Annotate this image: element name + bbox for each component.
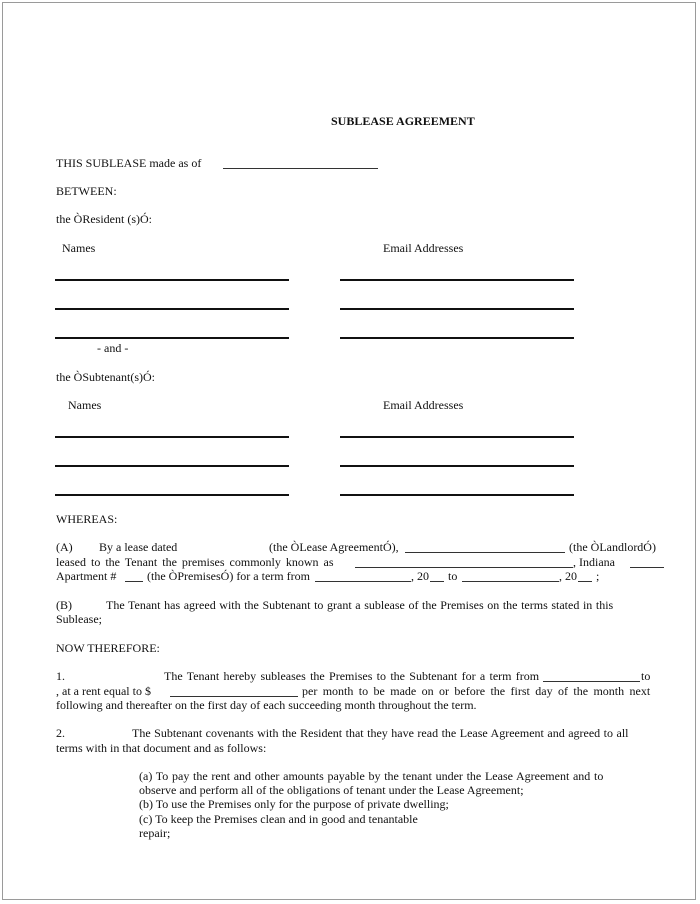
resident-email-line-1[interactable] bbox=[340, 279, 574, 281]
para-a-marker: (A) bbox=[56, 540, 73, 554]
made-as-of-label: THIS SUBLEASE made as of bbox=[56, 156, 202, 170]
term-to-year-blank[interactable] bbox=[578, 581, 592, 582]
landlord-blank[interactable] bbox=[405, 552, 565, 553]
resident-label: the ÒResident (s)Ó: bbox=[56, 212, 152, 226]
whereas-heading: WHEREAS: bbox=[56, 512, 118, 526]
subtenant-email-line-1[interactable] bbox=[340, 436, 574, 438]
para-b-marker: (B) bbox=[56, 598, 72, 612]
clause-1-number: 1. bbox=[56, 669, 65, 683]
item-c-line2: repair; bbox=[139, 826, 171, 840]
document-page bbox=[2, 2, 696, 900]
document-title: SUBLEASE AGREEMENT bbox=[331, 114, 475, 128]
resident-email-header: Email Addresses bbox=[383, 241, 464, 255]
para-a-line2: leased to the Tenant the premises commonly known as bbox=[56, 555, 334, 569]
item-b: (b) To use the Premises only for the purpose of private dwelling; bbox=[139, 797, 449, 811]
subtenant-label: the ÒSubtenant(s)Ó: bbox=[56, 370, 155, 384]
resident-email-line-3[interactable] bbox=[340, 337, 574, 339]
between-label: BETWEEN: bbox=[56, 184, 117, 198]
resident-name-line-2[interactable] bbox=[55, 308, 289, 310]
clause-1-to: to bbox=[641, 669, 651, 683]
para-a-landlord: (the ÒLandlordÓ) bbox=[569, 540, 656, 554]
term-from-year-blank[interactable] bbox=[430, 581, 444, 582]
premises-address-blank[interactable] bbox=[355, 567, 573, 568]
clause-1-line2: per month to be made on or before the first day of the month next bbox=[302, 684, 651, 698]
para-a-lease-dated: By a lease dated bbox=[99, 540, 178, 554]
para-a-lease-agreement: (the ÒLease AgreementÓ), bbox=[269, 540, 399, 554]
resident-names-header: Names bbox=[62, 241, 96, 255]
para-a-premises-term: (the ÒPremisesÓ) for a term from bbox=[147, 569, 310, 583]
subtenant-email-header: Email Addresses bbox=[383, 398, 464, 412]
sublease-from-blank[interactable] bbox=[543, 681, 640, 682]
date-blank[interactable] bbox=[223, 168, 378, 169]
para-a-year-1: , 20 bbox=[411, 569, 429, 583]
clause-2-line2: terms with in that document and as follows: bbox=[56, 741, 267, 755]
clause-1-line1: The Tenant hereby subleases the Premises to the Subtenant for a term from bbox=[164, 669, 540, 683]
clause-2-line1: The Subtenant covenants with the Resident that they have read the Lease Agreement and agreed to all bbox=[132, 726, 629, 740]
subtenant-name-line-1[interactable] bbox=[55, 436, 289, 438]
resident-name-line-1[interactable] bbox=[55, 279, 289, 281]
para-a-to: to bbox=[448, 569, 458, 583]
para-a-semicolon: ; bbox=[596, 569, 600, 583]
subtenant-names-header: Names bbox=[68, 398, 102, 412]
rent-amount-blank[interactable] bbox=[170, 696, 298, 697]
clause-1-rent: , at a rent equal to $ bbox=[56, 684, 151, 698]
now-therefore-heading: NOW THEREFORE: bbox=[56, 641, 160, 655]
subtenant-name-line-3[interactable] bbox=[55, 494, 289, 496]
resident-email-line-2[interactable] bbox=[340, 308, 574, 310]
item-a-line2: observe and perform all of the obligations of tenant under the Lease Agreement; bbox=[139, 783, 524, 797]
subtenant-name-line-2[interactable] bbox=[55, 465, 289, 467]
indiana-blank[interactable] bbox=[630, 567, 664, 568]
clause-1-line3: following and thereafter on the first day of each succeeding month throughout the term. bbox=[56, 698, 477, 712]
item-c-line1: (c) To keep the Premises clean and in good and tenantable bbox=[139, 812, 418, 826]
para-a-apartment: Apartment # bbox=[56, 569, 117, 583]
term-from-blank[interactable] bbox=[315, 581, 411, 582]
resident-name-line-3[interactable] bbox=[55, 337, 289, 339]
para-b-line2: Sublease; bbox=[56, 612, 102, 626]
item-a-line1: (a) To pay the rent and other amounts payable by the tenant under the Lease Agreement and to bbox=[139, 769, 604, 783]
subtenant-email-line-2[interactable] bbox=[340, 465, 574, 467]
para-b-line1: The Tenant has agreed with the Subtenant to grant a sublease of the Premises on the terms stated in this bbox=[106, 598, 614, 612]
para-a-year-2: , 20 bbox=[559, 569, 577, 583]
term-to-blank[interactable] bbox=[462, 581, 559, 582]
apartment-number-blank[interactable] bbox=[125, 581, 143, 582]
para-a-indiana: , Indiana bbox=[573, 555, 615, 569]
clause-2-number: 2. bbox=[56, 726, 65, 740]
and-separator: - and - bbox=[97, 341, 129, 355]
subtenant-email-line-3[interactable] bbox=[340, 494, 574, 496]
